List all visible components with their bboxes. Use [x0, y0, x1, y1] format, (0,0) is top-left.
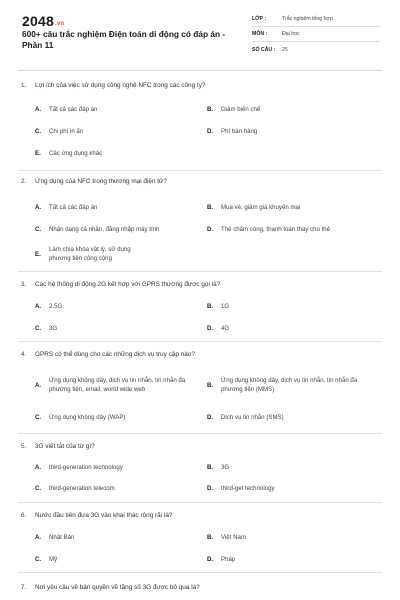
- option-text: Chi phí in ấn: [49, 127, 84, 135]
- option-text: third-generation technology: [49, 464, 123, 471]
- question-number: 5.: [21, 443, 27, 450]
- question-text: [18, 272, 382, 295]
- option-letter: C.: [35, 127, 42, 135]
- option-a[interactable]: [35, 196, 207, 218]
- question-list: [0, 71, 400, 600]
- option-text: Tất cả các đáp án: [49, 203, 98, 211]
- option-letter: E.: [35, 149, 41, 157]
- options-grid: [18, 295, 382, 339]
- question-text: [18, 573, 382, 592]
- option-text: 4G: [221, 324, 230, 332]
- meta-row-subject: [252, 27, 380, 42]
- option-a[interactable]: [35, 457, 207, 478]
- option-d[interactable]: [207, 548, 379, 570]
- option-text: third-generation telecom: [49, 485, 115, 492]
- question-4: [18, 342, 382, 434]
- option-letter: B.: [207, 203, 214, 211]
- option-a[interactable]: [35, 295, 207, 317]
- meta-table: [252, 12, 380, 57]
- option-d[interactable]: [207, 120, 379, 142]
- question-label: Các hệ thống di động 2G kết hợp với GPRS thường được gọi là?: [35, 281, 221, 288]
- site-logo[interactable]: [22, 13, 64, 29]
- option-letter: D.: [207, 324, 214, 332]
- option-c[interactable]: [35, 317, 207, 339]
- option-d[interactable]: [207, 317, 379, 339]
- document-header: [0, 0, 400, 68]
- option-letter: D.: [207, 555, 214, 563]
- option-text: Ứng dụng không dây, dịch vụ tin nhắn, tin nhắn đa phương tiện, email, world wide web: [49, 377, 186, 393]
- question-3: [18, 272, 382, 342]
- option-text: Tất cả các đáp án: [49, 105, 98, 113]
- option-b[interactable]: [207, 364, 379, 406]
- option-text: Mỹ: [49, 555, 58, 563]
- option-d[interactable]: [207, 218, 379, 240]
- option-text: 3G: [49, 324, 58, 332]
- question-2: [18, 171, 382, 272]
- option-text: Giảm biên chế: [221, 105, 261, 113]
- option-a[interactable]: [35, 364, 207, 406]
- option-letter: A.: [35, 381, 42, 389]
- question-label: Ứng dụng của NFC trong thương mại điện tử?: [35, 178, 167, 185]
- option-c[interactable]: [35, 218, 207, 240]
- option-letter: C.: [35, 555, 42, 563]
- option-b[interactable]: [207, 196, 379, 218]
- meta-row-count: [252, 42, 380, 57]
- meta-value: Trắc nghiệm tổng hợp: [282, 16, 333, 22]
- question-6: [18, 503, 382, 573]
- option-text: Ứng dụng không dây, dịch vụ tin nhắn, tin nhắn đa phương tiện (MMS): [221, 377, 358, 393]
- option-letter: D.: [207, 413, 214, 421]
- question-number: 4.: [21, 351, 27, 358]
- option-a[interactable]: [35, 526, 207, 548]
- question-label: Lợi ích của việc sử dụng công nghệ NFC trong các công ty?: [35, 82, 206, 89]
- option-c[interactable]: [35, 406, 207, 428]
- meta-key: LỚP :: [252, 16, 267, 22]
- option-text: Nhật Bản: [49, 533, 75, 541]
- logo-text: 2048: [22, 13, 54, 29]
- option-c[interactable]: [35, 120, 207, 142]
- option-d[interactable]: [207, 406, 379, 428]
- option-text: Các ứng dụng khác: [49, 149, 103, 157]
- option-text: 2.5G: [49, 302, 63, 310]
- question-number: 1.: [21, 82, 27, 89]
- option-letter: C.: [35, 225, 42, 233]
- meta-value: 25: [282, 46, 288, 53]
- option-letter: A.: [35, 533, 42, 541]
- question-text: [18, 503, 382, 526]
- question-5: [18, 434, 382, 503]
- meta-key: MÔN :: [252, 31, 268, 37]
- option-text: third-get technology: [221, 485, 275, 492]
- option-a[interactable]: [35, 98, 207, 120]
- option-letter: D.: [207, 485, 214, 492]
- option-letter: E.: [35, 250, 41, 258]
- option-c[interactable]: [35, 478, 207, 499]
- question-text: [18, 171, 382, 196]
- question-label: Nước đầu tiên đưa 3G vào khai thác rộng rãi là?: [35, 512, 173, 519]
- question-text: [18, 434, 382, 457]
- options-grid: [18, 526, 382, 570]
- option-letter: B.: [207, 381, 214, 389]
- question-text: [18, 342, 382, 364]
- question-1: [18, 71, 382, 171]
- question-number: 7.: [21, 584, 27, 591]
- option-text: Mua vé, giảm giá khuyến mại: [221, 203, 301, 211]
- option-letter: B.: [207, 533, 214, 541]
- meta-row-class: [252, 12, 380, 27]
- options-grid: [18, 364, 382, 428]
- option-b[interactable]: [207, 98, 379, 120]
- option-e[interactable]: [35, 240, 207, 268]
- option-letter: C.: [35, 413, 42, 421]
- option-b[interactable]: [207, 457, 379, 478]
- option-letter: B.: [207, 105, 214, 113]
- options-grid: [18, 457, 382, 499]
- option-text: Ứng dụng không dây (WAP): [49, 413, 126, 421]
- option-e[interactable]: [35, 142, 207, 164]
- option-text: Nhận dạng cá nhân, đăng nhập máy tính: [49, 225, 160, 233]
- option-letter: A.: [35, 302, 42, 310]
- option-b[interactable]: [207, 295, 379, 317]
- option-letter: C.: [35, 485, 42, 492]
- option-text: Phí bán hàng: [221, 127, 258, 135]
- option-text: Pháp: [221, 555, 236, 563]
- meta-value: Đại học: [282, 31, 300, 37]
- option-letter: A.: [35, 464, 42, 471]
- option-letter: D.: [207, 127, 214, 135]
- option-text: 1G: [221, 302, 230, 310]
- question-label: GPRS có thể dùng cho các những dịch vụ truy cập nào?: [35, 351, 195, 358]
- option-d[interactable]: [207, 478, 379, 499]
- options-grid: [18, 196, 382, 268]
- option-letter: A.: [35, 203, 42, 211]
- option-text: Làm chìa khóa vật lý, sử dụng phương tiện công cộng: [49, 246, 131, 262]
- page-title: 600+ câu trắc nghiệm Điện toán di động có đáp án - Phần 11: [22, 29, 226, 50]
- question-text: [18, 71, 382, 98]
- question-number: 2.: [21, 178, 27, 185]
- option-text: Việt Nam: [221, 533, 246, 541]
- question-number: 3.: [21, 281, 27, 288]
- option-text: 3G: [221, 464, 230, 471]
- option-letter: D.: [207, 225, 214, 233]
- option-letter: B.: [207, 464, 214, 471]
- question-number: 6.: [21, 512, 27, 519]
- option-letter: B.: [207, 302, 214, 310]
- option-b[interactable]: [207, 526, 379, 548]
- options-grid: [18, 98, 382, 164]
- meta-key: SỐ CÂU :: [252, 46, 276, 53]
- option-letter: A.: [35, 105, 42, 113]
- question-label: Nơi yêu cầu về bản quyền về tầng số 3G được bỏ qua là?: [35, 584, 200, 591]
- option-text: Thẻ chấm công, thanh toán thay cho thẻ: [221, 225, 331, 233]
- option-text: Dịch vụ tin nhắn (SMS): [221, 413, 284, 421]
- option-letter: C.: [35, 324, 42, 332]
- question-label: 3G viết tắt của từ gì?: [35, 443, 95, 450]
- question-7: [18, 573, 382, 600]
- option-c[interactable]: [35, 548, 207, 570]
- logo-extension: .vn: [54, 21, 65, 27]
